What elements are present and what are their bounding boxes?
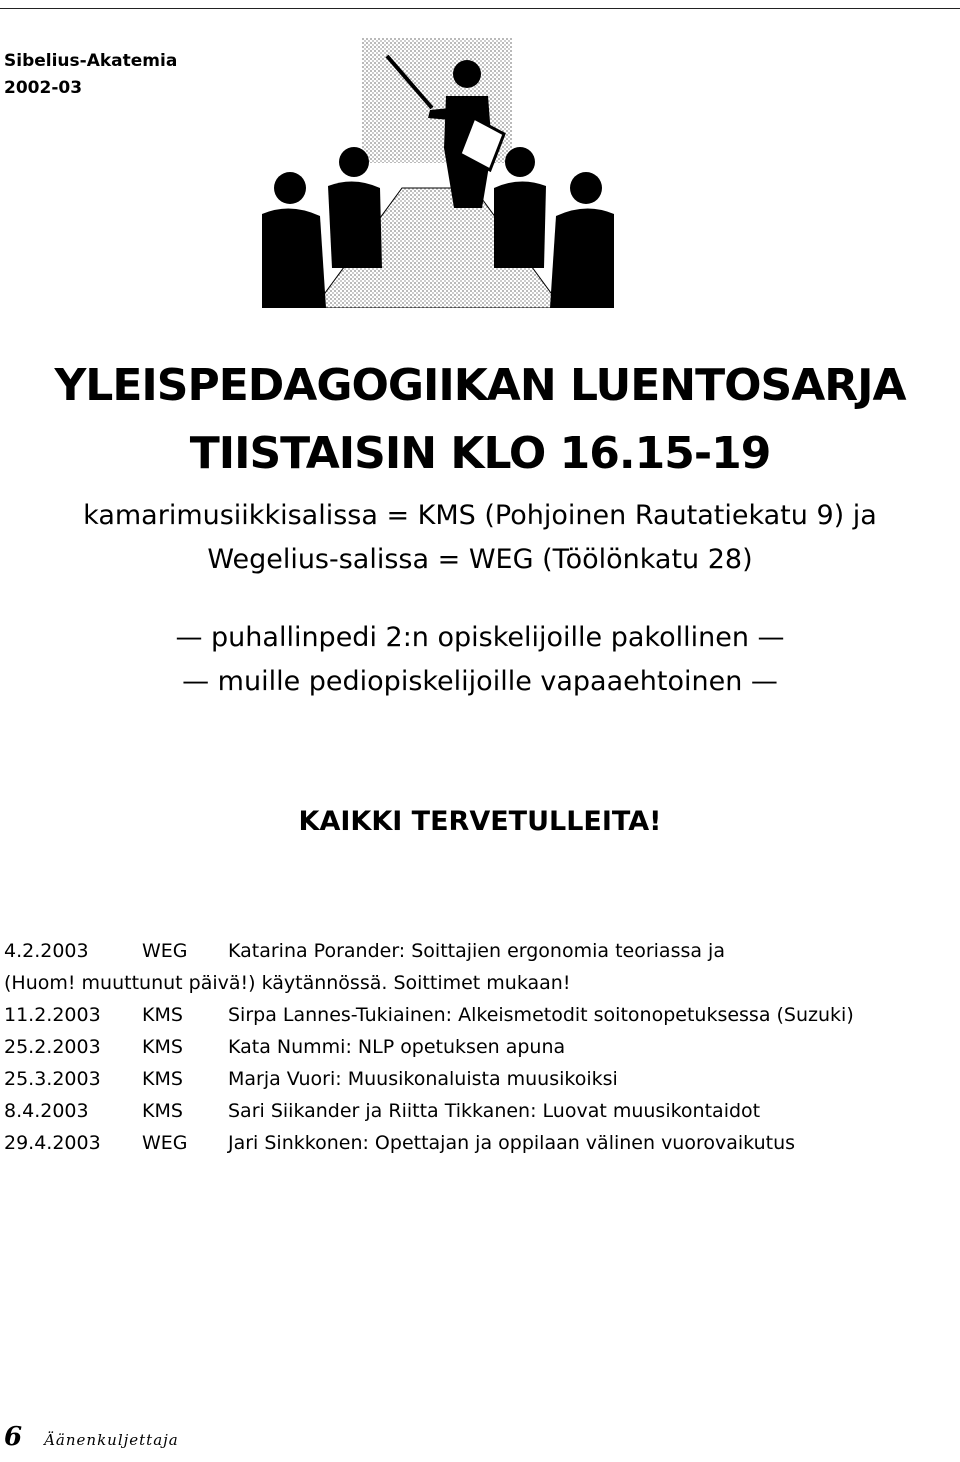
schedule-hall: KMS <box>142 1036 183 1058</box>
schedule-hall: WEG <box>142 940 188 962</box>
schedule-topic: Sari Siikander ja Riitta Tikkanen: Luovat muusikontaidot <box>228 1100 761 1122</box>
requirement-line-1: — puhallinpedi 2:n opiskelijoille pakollinen — <box>175 622 785 653</box>
schedule-topic: Katarina Porander: Soittajien ergonomia teoriassa ja <box>228 940 725 962</box>
lecture-schedule <box>4 935 854 1159</box>
schedule-row <box>4 1095 854 1127</box>
schedule-row-note <box>4 967 854 999</box>
schedule-date: 25.3.2003 <box>4 1068 101 1090</box>
schedule-hall: KMS <box>142 1004 183 1026</box>
schedule-date: 4.2.2003 <box>4 940 89 962</box>
location-line-2: Wegelius-salissa = WEG (Töölönkatu 28) <box>207 544 753 575</box>
page-footer <box>4 1422 179 1452</box>
location-line-1: kamarimusiikkisalissa = KMS (Pohjoinen Rautatiekatu 9) ja <box>83 500 877 531</box>
schedule-topic: Kata Nummi: NLP opetuksen apuna <box>228 1036 566 1058</box>
top-rule <box>0 8 960 9</box>
schedule-date: 29.4.2003 <box>4 1132 101 1154</box>
schedule-hall: WEG <box>142 1132 188 1154</box>
schedule-time: TIISTAISIN KLO 16.15-19 <box>189 428 771 479</box>
requirement-line-2: — muille pediopiskelijoille vapaaehtoinen — <box>182 666 778 697</box>
welcome-text: KAIKKI TERVETULLEITA! <box>298 806 662 837</box>
page-header <box>4 48 177 102</box>
lecture-illustration <box>262 38 614 308</box>
schedule-row <box>4 935 854 967</box>
schedule-row <box>4 1063 854 1095</box>
schedule-hall: KMS <box>142 1068 183 1090</box>
schedule-row <box>4 1031 854 1063</box>
schedule-row <box>4 1127 854 1159</box>
schedule-date: 11.2.2003 <box>4 1004 101 1026</box>
schedule-hall: KMS <box>142 1100 183 1122</box>
academic-year: 2002-03 <box>4 78 83 98</box>
page-number: 6 <box>4 1422 23 1452</box>
schedule-date: 8.4.2003 <box>4 1100 89 1122</box>
schedule-topic: Jari Sinkkonen: Opettajan ja oppilaan välinen vuorovaikutus <box>228 1132 796 1154</box>
schedule-topic: Marja Vuori: Muusikonaluista muusikoiksi <box>228 1068 618 1090</box>
series-title: YLEISPEDAGOGIIKAN LUENTOSARJA <box>54 360 906 411</box>
schedule-note: (Huom! muuttunut päivä!) käytännössä. Soittimet mukaan! <box>4 972 571 994</box>
schedule-topic: Sirpa Lannes-Tukiainen: Alkeismetodit soitonopetuksessa (Suzuki) <box>228 1004 854 1026</box>
institution-name: Sibelius-Akatemia <box>4 51 178 71</box>
publication-name: Äänenkuljettaja <box>44 1431 179 1449</box>
schedule-row <box>4 999 854 1031</box>
schedule-date: 25.2.2003 <box>4 1036 101 1058</box>
